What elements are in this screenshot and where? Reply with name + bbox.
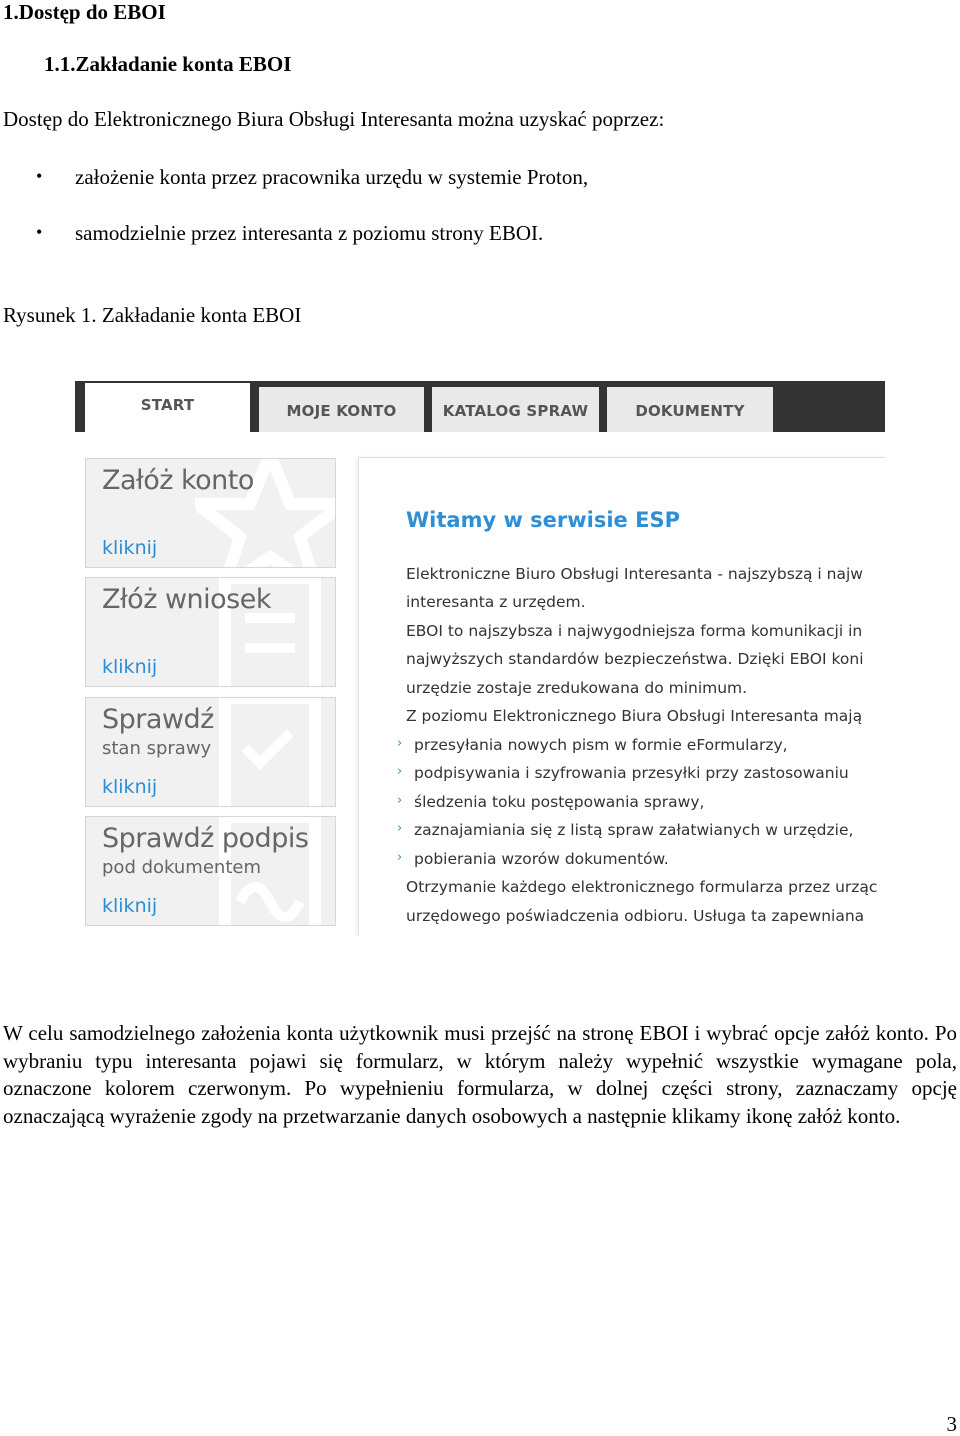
card-link[interactable]: kliknij [102,895,158,917]
content-line: Otrzymanie każdego elektronicznego formularza przez urząc [406,878,878,896]
arrow-icon: › [397,736,403,751]
content-line: EBOI to najszybsza i najwygodniejsza forma komunikacji in [406,622,863,640]
intro-text: Dostęp do Elektronicznego Biura Obsługi Interesanta można uzyskać poprzez: [3,107,665,131]
card-subtitle: stan sprawy [102,738,212,759]
card-check-signature[interactable] [85,816,336,926]
bullet-icon: • [36,222,43,242]
list-item [397,736,788,754]
checklist-icon [195,697,336,807]
bullet-item: samodzielnie przez interesanta z poziomu strony EBOI. [75,221,544,245]
tab-case-catalog[interactable]: KATALOG SPRAW [432,387,599,432]
list-item-text: podpisywania i szyfrowania przesyłki przy zastosowaniu [414,764,849,782]
figure-caption: Rysunek 1. Zakładanie konta EBOI [3,303,302,327]
list-item-text: zaznajamiania się z listą spraw załatwianych w urzędzie, [414,821,854,839]
list-item [397,821,854,839]
card-title: Złóż wniosek [102,584,271,615]
tab-my-account[interactable]: MOJE KONTO [259,387,424,432]
content-line: Elektroniczne Biuro Obsługi Interesanta - najszybszą i najw [406,565,863,583]
arrow-icon: › [397,793,403,808]
bullet-icon: • [36,166,43,186]
content-line: urzędowego poświadczenia odbioru. Usługa ta zapewniana [406,907,865,925]
card-subtitle: pod dokumentem [102,857,261,878]
content-line: najwyższych standardów bezpieczeństwa. Dzięki EBOI koni [406,650,864,668]
list-item [397,793,705,811]
content-line: interesanta z urzędem. [406,593,586,611]
card-link[interactable]: kliknij [102,656,158,678]
page-number: 3 [946,1412,957,1436]
welcome-title: Witamy w serwisie ESP [406,508,680,532]
arrow-icon: › [397,764,403,779]
tab-documents[interactable]: DOKUMENTY [607,387,773,432]
card-check-status[interactable] [85,697,336,807]
arrow-icon: › [397,850,403,865]
list-item-text: śledzenia toku postępowania sprawy, [414,793,705,811]
card-title: Załóż konto [102,465,254,496]
section-heading: 1.Dostęp do EBOI [3,0,166,24]
content-line: urzędzie zostaje zredukowana do minimum. [406,679,748,697]
list-item-text: przesyłania nowych pism w formie eFormularzy, [414,736,788,754]
welcome-panel [358,457,885,936]
card-title: Sprawdź [102,704,214,735]
arrow-icon: › [397,821,403,836]
card-create-account[interactable] [85,458,336,568]
body-paragraph: W celu samodzielnego założenia konta użytkownik musi przejść na stronę EBOI i wybrać opcje załóż konto. Po wybraniu typu interesanta pojawi się formularz, w którym należy wypełnić wszystkie wymagane pola, oznaczone kolorem czerwonym. Po wypełnieniu formularza, w dolnej części strony, zaznaczamy opcję oznaczającą wyrażenie zgody na przetwarzanie danych osobowych a następnie klikamy ikonę załóż konto. [3,1021,957,1128]
subsection-heading: 1.1.Zakładanie konta EBOI [44,52,292,76]
bullet-item: założenie konta przez pracownika urzędu w systemie Proton, [75,165,589,189]
list-item-text: pobierania wzorów dokumentów. [414,850,669,868]
figure-screenshot [75,381,885,936]
card-link[interactable]: kliknij [102,537,158,559]
tab-start[interactable]: START [85,383,250,432]
content-line: Z poziomu Elektronicznego Biura Obsługi Interesanta mają [406,707,863,725]
nav-spacer [75,432,885,458]
card-submit-request[interactable] [85,577,336,687]
list-item [397,764,849,782]
card-title: Sprawdź podpis [102,823,309,854]
card-link[interactable]: kliknij [102,776,158,798]
list-item [397,850,669,868]
